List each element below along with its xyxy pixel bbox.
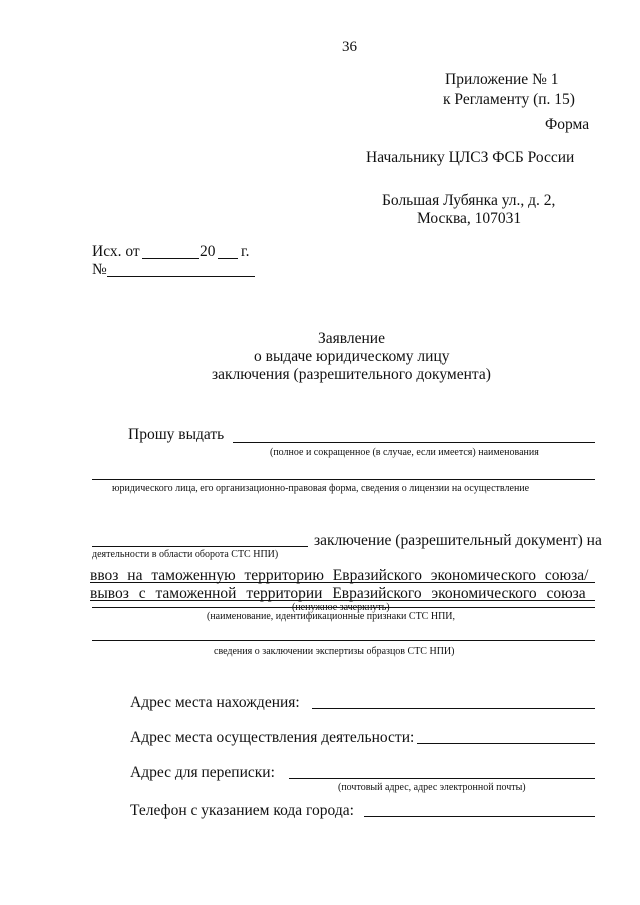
location-address-label: Адрес места нахождения: — [130, 694, 300, 711]
hint-name: (полное и сокращенное (в случае, если имеется) наименования — [270, 447, 539, 458]
mailing-hint: (почтовый адрес, адрес электронной почты) — [338, 782, 526, 793]
street-address: Большая Лубянка ул., д. 2, — [382, 192, 556, 209]
document-title: Заявление — [318, 330, 385, 347]
appendix-label: Приложение № 1 — [445, 71, 559, 88]
regulation-label: к Регламенту (п. 15) — [443, 91, 575, 108]
import-line: ввоз на таможенную территорию Евразийского экономического союза/ — [90, 567, 589, 584]
license-blank[interactable] — [92, 546, 308, 547]
document-subtitle-2: заключения (разрешительного документа) — [212, 366, 491, 383]
recipient: Начальнику ЦЛСЗ ФСБ России — [366, 149, 575, 166]
form-label: Форма — [545, 116, 590, 133]
year-blank[interactable] — [218, 258, 238, 259]
number-sign: № — [92, 261, 107, 278]
phone-label: Телефон с указанием кода города: — [130, 802, 354, 819]
expertise-blank[interactable] — [92, 640, 595, 641]
location-address-field[interactable] — [312, 708, 595, 709]
document-subtitle: о выдаче юридическому лицу — [254, 348, 450, 365]
mailing-address-field[interactable] — [289, 778, 595, 779]
outgoing-ref-label: Исх. от — [92, 243, 140, 260]
activity-address-field[interactable] — [417, 743, 595, 744]
city-address: Москва, 107031 — [417, 210, 522, 227]
mailing-address-label: Адрес для переписки: — [130, 764, 275, 781]
export-underline — [90, 600, 595, 601]
hint-entity: юридического лица, его организационно-правовая форма, сведения о лицензии на осуществление — [112, 483, 530, 494]
hint-activity: деятельности в области оборота СТС НПИ) — [92, 549, 279, 560]
hint-strike: (ненужное зачеркнуть) — [292, 602, 390, 613]
export-line: вывоз с таможенной территории Евразийского экономического союза — [90, 585, 586, 602]
hint-expertise: сведения о заключении экспертизы образцов СТС НПИ) — [214, 646, 455, 657]
conclusion-text: заключение (разрешительный документ) на — [314, 532, 602, 549]
phone-field[interactable] — [364, 816, 595, 817]
date-blank[interactable] — [142, 258, 199, 259]
year-suffix: г. — [241, 243, 250, 260]
activity-address-label: Адрес места осуществления деятельности: — [130, 729, 415, 746]
hint-identification: (наименование, идентификационные признаки СТС НПИ, — [207, 611, 456, 622]
request-label: Прошу выдать — [128, 426, 225, 443]
page-number: 36 — [342, 39, 357, 55]
year-prefix: 20 — [200, 243, 216, 260]
entity-details-blank[interactable] — [92, 479, 595, 480]
applicant-name-blank[interactable] — [233, 442, 595, 443]
import-underline — [90, 582, 595, 583]
outgoing-number-blank[interactable] — [107, 276, 255, 277]
product-blank[interactable] — [92, 607, 595, 608]
